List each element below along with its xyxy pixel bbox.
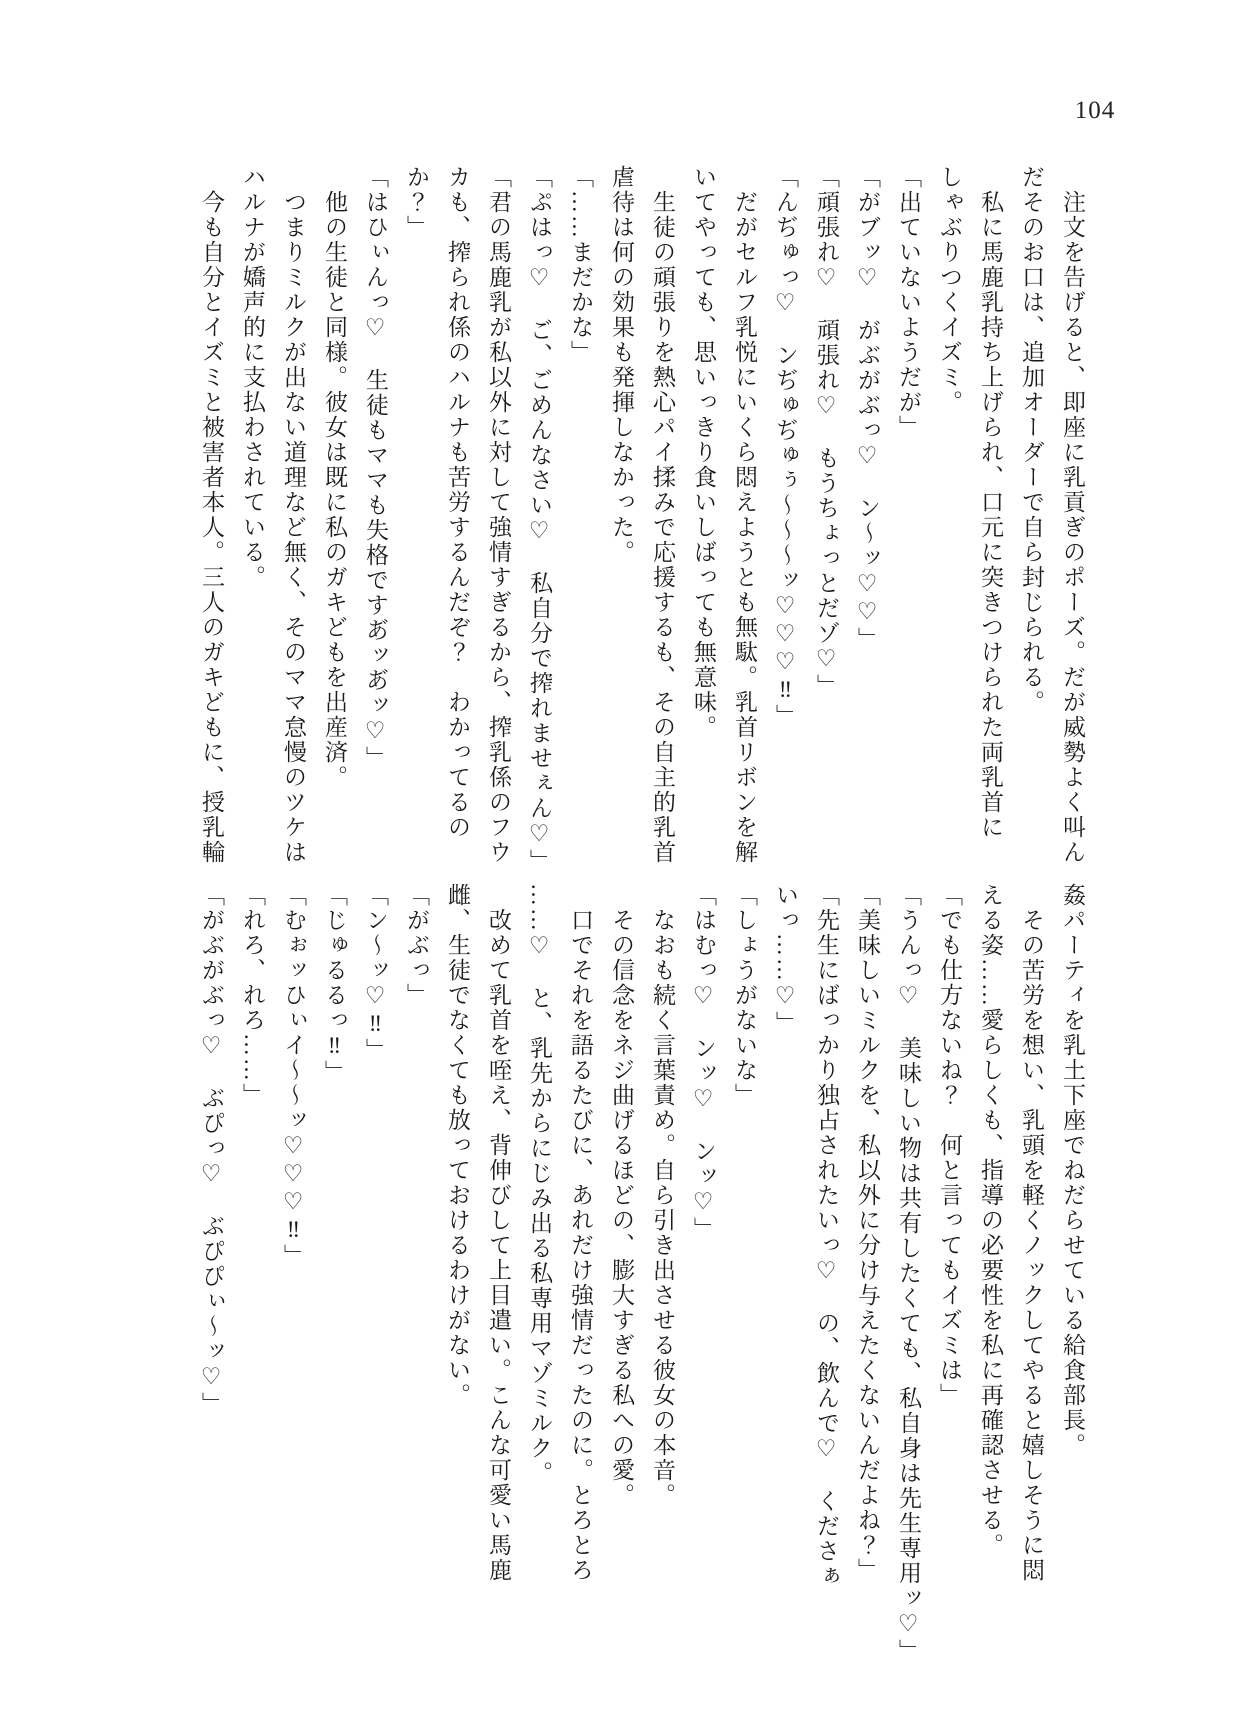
text-line: なおも続く言葉責め。自ら引き出させる彼女の本音。 — [650, 883, 675, 1508]
text-line: 「れろ、れろ……」 — [240, 883, 265, 1108]
text-line: その信念をネジ曲げるほどの、膨大すぎる私への愛。 — [609, 883, 634, 1508]
text-line: 「うんっ♡ 美味しい物は共有したくても、私自身は先生専用ッ♡」 — [896, 883, 921, 1664]
text-line: 「頑張れ♡ 頑張れ♡ もうちょっとだゾ♡」 — [814, 165, 839, 699]
text-line: しゃぶりつくイズミ。 — [937, 165, 962, 415]
page-number: 104 — [1074, 97, 1116, 124]
text-block-bottom — [191, 883, 1093, 1664]
text-line: 生徒の頑張りを熱心パイ揉みで応援するも、その自主的乳首 — [650, 165, 675, 865]
text-line: 「ン～ッ♡‼」 — [363, 883, 388, 1063]
text-line: つまりミルクが出ない道理など無く、そのママ怠慢のツケは — [281, 165, 306, 865]
text-line: ハルナが嬌声的に支払わされている。 — [240, 165, 265, 590]
text-line: だがセルフ乳悦にいくら悶えようとも無駄。乳首リボンを解 — [732, 165, 757, 865]
text-line: 「先生にばっかり独占されたいっ♡ の、飲んで♡ くださぁ — [814, 883, 839, 1589]
text-line: 「ぷはっ♡ ご、ごめんなさい♡ 私自分で搾れませぇん♡」 — [527, 165, 552, 874]
text-line: 「がぶっ」 — [404, 883, 429, 1008]
text-line: 私に馬鹿乳持ち上げられ、口元に突きつけられた両乳首に — [978, 165, 1003, 840]
text-line: 「君の馬鹿乳が私以外に対して強情すぎるから、搾乳係のフウ — [486, 165, 511, 865]
text-line: 注文を告げると、即座に乳貢ぎのポーズ。だが威勢よく叫ん — [1060, 165, 1085, 865]
text-line: 他の生徒と同様。彼女は既に私のガキどもを出産済。 — [322, 165, 347, 790]
text-line: 「がブッ♡ がぶがぶっ♡ ン～ッ♡♡」 — [855, 165, 880, 652]
text-line: 今も自分とイズミと被害者本人。三人のガキどもに、授乳輪 — [199, 165, 224, 865]
text-line: その苦労を想い、乳頭を軽くノックしてやると嬉しそうに悶 — [1019, 883, 1044, 1583]
text-line: 口でそれを語るたびに、あれだけ強情だったのに。とろとろ — [568, 883, 593, 1583]
text-line: 「美味しいミルクを、私以外に分け与えたくないんだよね？」 — [855, 883, 880, 1583]
text-line: 「しょうがないな」 — [732, 883, 757, 1108]
text-line: 「はむっ♡ ンッ♡ ンッ♡」 — [691, 883, 716, 1242]
text-line: いてやっても、思いっきり食いしばっても無意味。 — [691, 165, 716, 740]
text-block-top — [191, 165, 1093, 874]
text-line: 「がぶがぶっ♡ ぶぴっ♡ ぶぴぴぃ～ッ♡」 — [199, 883, 224, 1417]
text-line: える姿……愛らしくも、指導の必要性を私に再確認させる。 — [978, 883, 1003, 1558]
text-line: か？」 — [404, 165, 429, 240]
text-line: いっ……♡」 — [773, 883, 798, 1036]
text-line: だそのお口は、追加オーダーで自ら封じられる。 — [1019, 165, 1044, 715]
text-line: 雌、生徒でなくても放っておけるわけがない。 — [445, 883, 470, 1408]
text-line: 「……まだかな」 — [568, 165, 593, 365]
text-line: 虐待は何の効果も発揮しなかった。 — [609, 165, 634, 565]
text-line: 「はひぃんっ♡ 生徒もママも失格ですあ゙ッあ゙ッ♡」 — [363, 165, 388, 771]
text-line: 「じゅるるっ‼」 — [322, 883, 347, 1085]
text-line: 「でも仕方ないね？ 何と言ってもイズミは」 — [937, 883, 962, 1408]
text-line: 「出ていないようだが」 — [896, 165, 921, 440]
text-line: 「むぉッひぃイ～～ッ♡♡♡‼」 — [281, 883, 306, 1269]
text-line: ……♡ と、乳先からにじみ出る私専用マゾミルク。 — [527, 883, 552, 1486]
text-line: 「んぢゅっ♡ ンぢゅぢゅぅ～～～ッ♡♡♡‼」 — [773, 165, 798, 729]
text-line: カも、搾られ係のハルナも苦労するんだぞ？ わかってるの — [445, 165, 470, 840]
text-line: 改めて乳首を咥え、背伸びして上目遣い。こんな可愛い馬鹿 — [486, 883, 511, 1583]
text-line: 姦パーティを乳土下座でねだらせている給食部長。 — [1060, 883, 1085, 1458]
